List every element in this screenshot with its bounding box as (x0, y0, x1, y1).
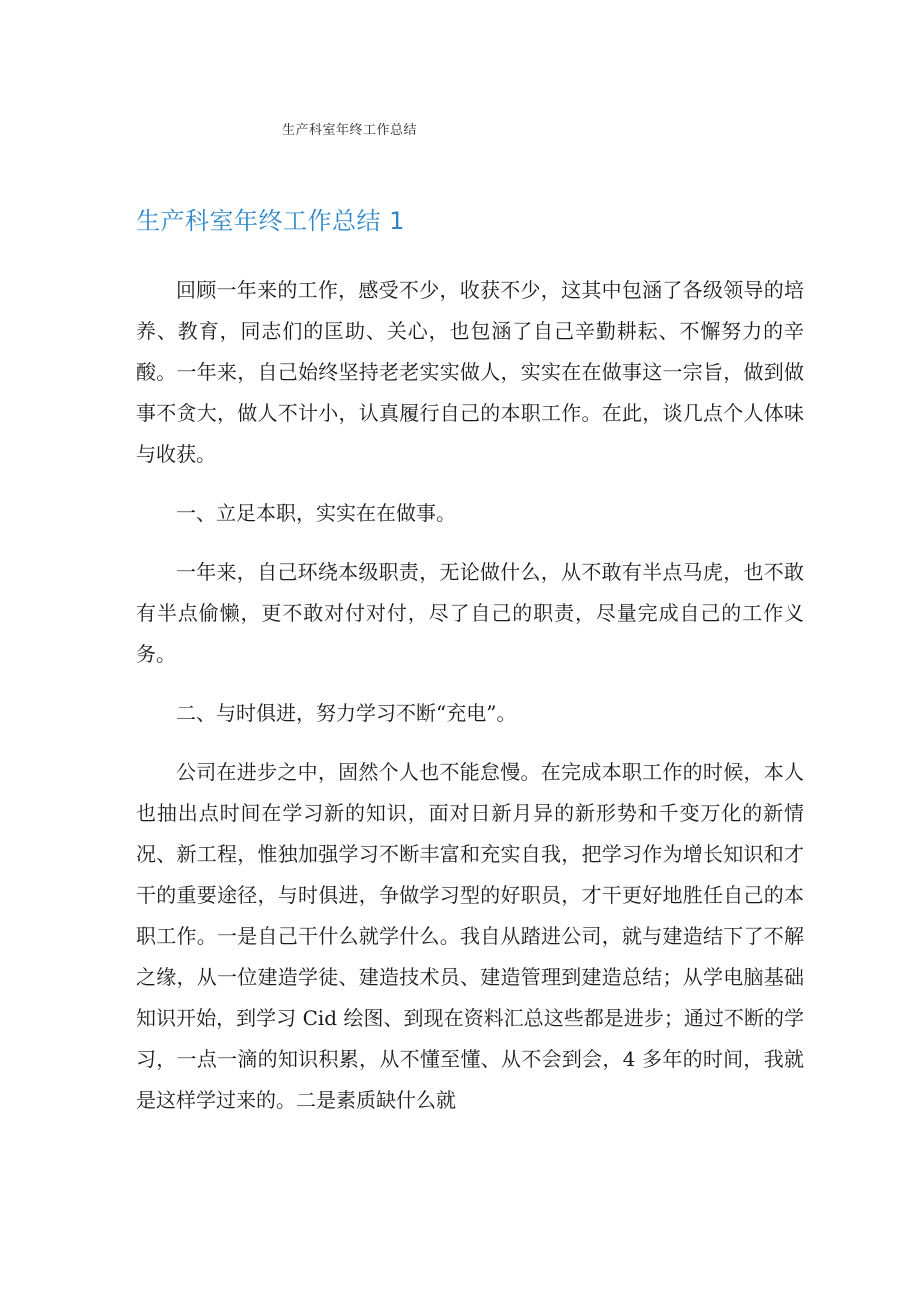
body-paragraph-4: 二、与时俱进，努力学习不断“充电”。 (176, 701, 517, 725)
body-paragraph-3: 一年来，自己环绕本级职责，无论做什么，从不敢有半点马虎，也不敢有半点偷懒，更不敢对付对付，尽了自己的职责，尽量完成自己的工作义务。 (136, 560, 804, 666)
body-paragraph-2: 一、立足本职，实实在在做事。 (176, 501, 456, 525)
section-heading: 生产科室年终工作总结 1 (136, 207, 405, 235)
body-paragraph-5: 公司在进步之中，固然个人也不能怠慢。在完成本职工作的时候，本人也抽出点时间在学习新的知识，面对日新月异的新形势和千变万化的新情况、新工程，惟独加强学习不断丰富和充实自我，把学习作为增长知识和才干的重要途径，与时俱进，争做学习型的好职员，才干更好地胜任自己的本职工作。一是自己干什么就学什么。我自从踏进公司，就与建造结下了不解之缘，从一位建造学徒、建造技术员、建造管理到建造总结；从学电脑基础知识开始，到学习 Cid 绘图、到现在资料汇总这些都是进步；通过不断的学习，一点一滴的知识积累，从不懂至懂、从不会到会，4 多年的时间，我就是这样学过来的。二是素质缺什么就 (136, 760, 804, 1112)
document-header: 生产科室年终工作总结 (282, 123, 418, 138)
body-paragraph-1: 回顾一年来的工作，感受不少，收获不少，这其中包涵了各级领导的培养、教育，同志们的匡助、关心，也包涵了自己辛勤耕耘、不懈努力的辛酸。一年来，自己始终坚持老老实实做人，实实在在做事这一宗旨，做到做事不贪大，做人不计小，认真履行自己的本职工作。在此，谈几点个人体味与收获。 (136, 278, 804, 466)
document-body (136, 270, 804, 1139)
